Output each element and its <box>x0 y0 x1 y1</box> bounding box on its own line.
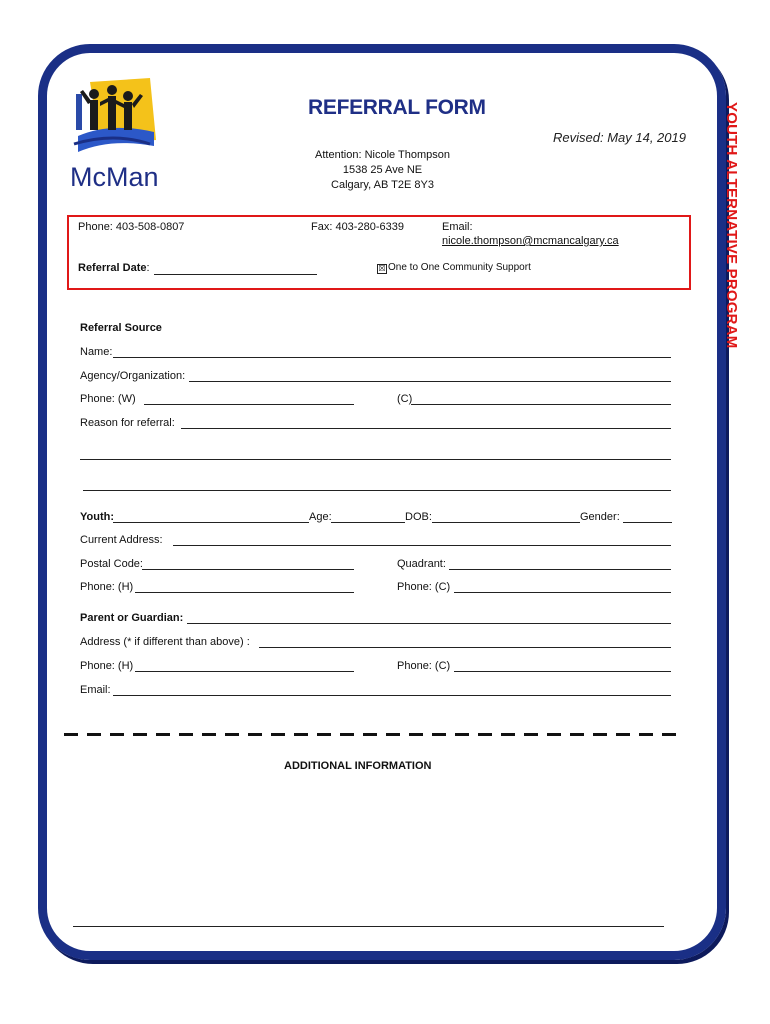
phone-c-label: (C) <box>397 393 413 405</box>
city-line: Calgary, AB T2E 8Y3 <box>331 179 434 191</box>
guardian-phone-c-field[interactable] <box>454 671 671 672</box>
referral-date-colon: : <box>146 262 150 274</box>
referral-date-field[interactable] <box>154 274 317 275</box>
dob-label: DOB: <box>405 511 432 523</box>
guardian-phone-h-label: Phone: (H) <box>80 660 134 672</box>
postal-code-label: Postal Code: <box>80 558 143 570</box>
postal-code-field[interactable] <box>142 569 354 570</box>
section-divider <box>64 733 676 736</box>
current-address-field[interactable] <box>173 545 671 546</box>
guardian-field[interactable] <box>187 623 671 624</box>
attention-address <box>300 148 465 193</box>
reason-field-line-2[interactable] <box>80 459 671 460</box>
quadrant-label: Quadrant: <box>397 558 446 570</box>
youth-phone-c-label: Phone: (C) <box>397 581 451 593</box>
current-address-label: Current Address: <box>80 534 163 546</box>
guardian-address-label: Address (* if different than above) : <box>80 636 250 648</box>
guardian-heading: Parent or Guardian: <box>80 612 184 624</box>
form-title: REFERRAL FORM <box>308 96 486 119</box>
guardian-email-field[interactable] <box>113 695 671 696</box>
age-field[interactable] <box>331 522 405 523</box>
agency-label: Agency/Organization: <box>80 370 186 382</box>
referral-source-heading: Referral Source <box>80 322 162 334</box>
contact-email-label: Email: <box>442 221 473 233</box>
support-checkbox[interactable]: ☒ <box>378 264 386 273</box>
guardian-email-label: Email: <box>80 684 111 696</box>
reason-field[interactable] <box>181 428 671 429</box>
additional-info-heading: ADDITIONAL INFORMATION <box>284 760 432 772</box>
gender-label: Gender: <box>580 511 620 523</box>
dob-field[interactable] <box>432 522 580 523</box>
additional-info-field[interactable] <box>73 926 664 927</box>
name-field[interactable] <box>113 357 671 358</box>
quadrant-field[interactable] <box>449 569 671 570</box>
side-banner <box>718 102 748 349</box>
guardian-phone-h-field[interactable] <box>135 671 354 672</box>
support-option-label: One to One Community Support <box>388 262 531 273</box>
phone-w-field[interactable] <box>144 404 354 405</box>
brand-name: McMan <box>70 162 159 192</box>
contact-email-link[interactable]: nicole.thompson@mcmancalgary.ca <box>442 235 619 247</box>
youth-phone-c-field[interactable] <box>454 592 671 593</box>
referral-date-label: Referral Date <box>78 262 147 274</box>
youth-label: Youth: <box>80 511 115 523</box>
side-banner-text: YOUTH ALTERNATIVE PROGRAM <box>723 102 740 349</box>
reason-label: Reason for referral: <box>80 417 175 429</box>
guardian-phone-c-label: Phone: (C) <box>397 660 451 672</box>
guardian-address-field[interactable] <box>259 647 671 648</box>
reason-field-line-3[interactable] <box>83 490 671 491</box>
agency-field[interactable] <box>189 381 671 382</box>
revised-date: Revised: May 14, 2019 <box>553 130 686 145</box>
street-line: 1538 25 Ave NE <box>342 164 423 176</box>
phone-c-field[interactable] <box>411 404 671 405</box>
attention-line: Attention: Nicole Thompson <box>315 149 450 161</box>
phone-w-label: Phone: (W) <box>80 393 136 405</box>
contact-fax: Fax: 403-280-6339 <box>311 221 404 233</box>
age-label: Age: <box>309 511 332 523</box>
name-label: Name: <box>80 346 113 358</box>
youth-phone-h-label: Phone: (H) <box>80 581 134 593</box>
gender-field[interactable] <box>623 522 672 523</box>
youth-phone-h-field[interactable] <box>135 592 354 593</box>
contact-phone: Phone: 403-508-0807 <box>78 221 185 233</box>
youth-field[interactable] <box>113 522 309 523</box>
